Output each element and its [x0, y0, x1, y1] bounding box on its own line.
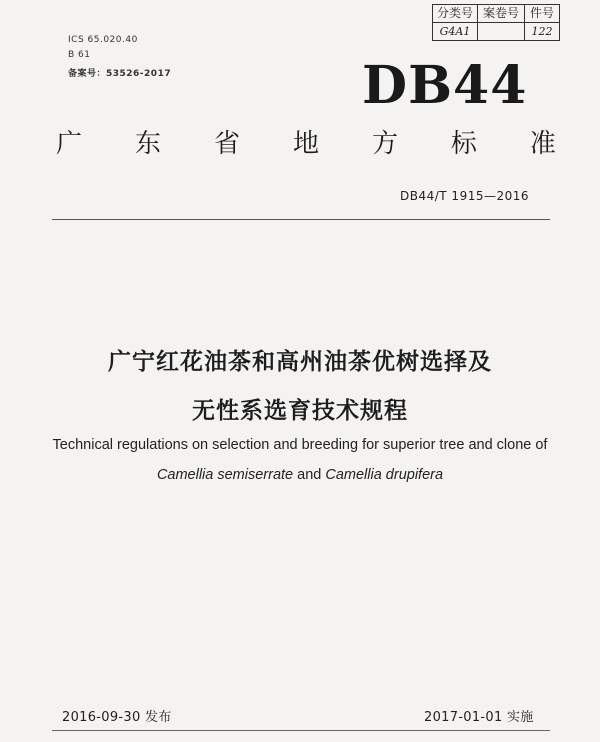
species-name-2: Camellia drupifera	[325, 467, 444, 483]
record-number: 备案号：53526-2017	[68, 69, 172, 79]
chinese-title-line-1: 广宁红花油茶和高州油茶优树选择及	[108, 349, 492, 375]
stamp-header-category: 分类号	[433, 5, 478, 23]
chinese-title-line-2: 无性系选育技术规程	[192, 398, 408, 424]
english-title-line-2	[0, 467, 600, 483]
standard-type-char: 东	[134, 129, 161, 159]
standard-type-char: 地	[292, 129, 319, 159]
ccs-code: B 61	[68, 50, 91, 60]
standard-code-logo: DB44	[362, 55, 528, 116]
standard-type-heading	[56, 123, 556, 160]
stamp-value-file	[478, 23, 525, 41]
english-title-line-1: Technical regulations on selection and breeding for superior tree and clone of	[52, 437, 548, 453]
standard-type-char: 省	[213, 129, 240, 159]
implement-date: 2017-01-01 实施	[424, 710, 534, 725]
standard-type-char: 准	[529, 129, 556, 159]
publish-date: 2016-09-30 发布	[62, 710, 172, 725]
stamp-value-category: G4A1	[433, 23, 478, 41]
stamp-header-file: 案卷号	[478, 5, 525, 23]
stamp-header-item: 件号	[525, 5, 560, 23]
ics-code: ICS 65.020.40	[68, 35, 138, 45]
standard-type-char: 标	[450, 129, 477, 159]
standard-number: DB44/T 1915—2016	[400, 189, 530, 203]
species-conjunction: and	[293, 467, 326, 483]
footer-divider	[52, 730, 550, 731]
standard-type-char: 广	[56, 129, 83, 159]
stamp-value-item: 122	[525, 23, 560, 41]
species-name-1: Camellia semiserrate	[156, 467, 294, 483]
header-divider	[52, 219, 550, 220]
standard-type-char: 方	[371, 129, 398, 159]
archive-stamp	[432, 4, 560, 41]
